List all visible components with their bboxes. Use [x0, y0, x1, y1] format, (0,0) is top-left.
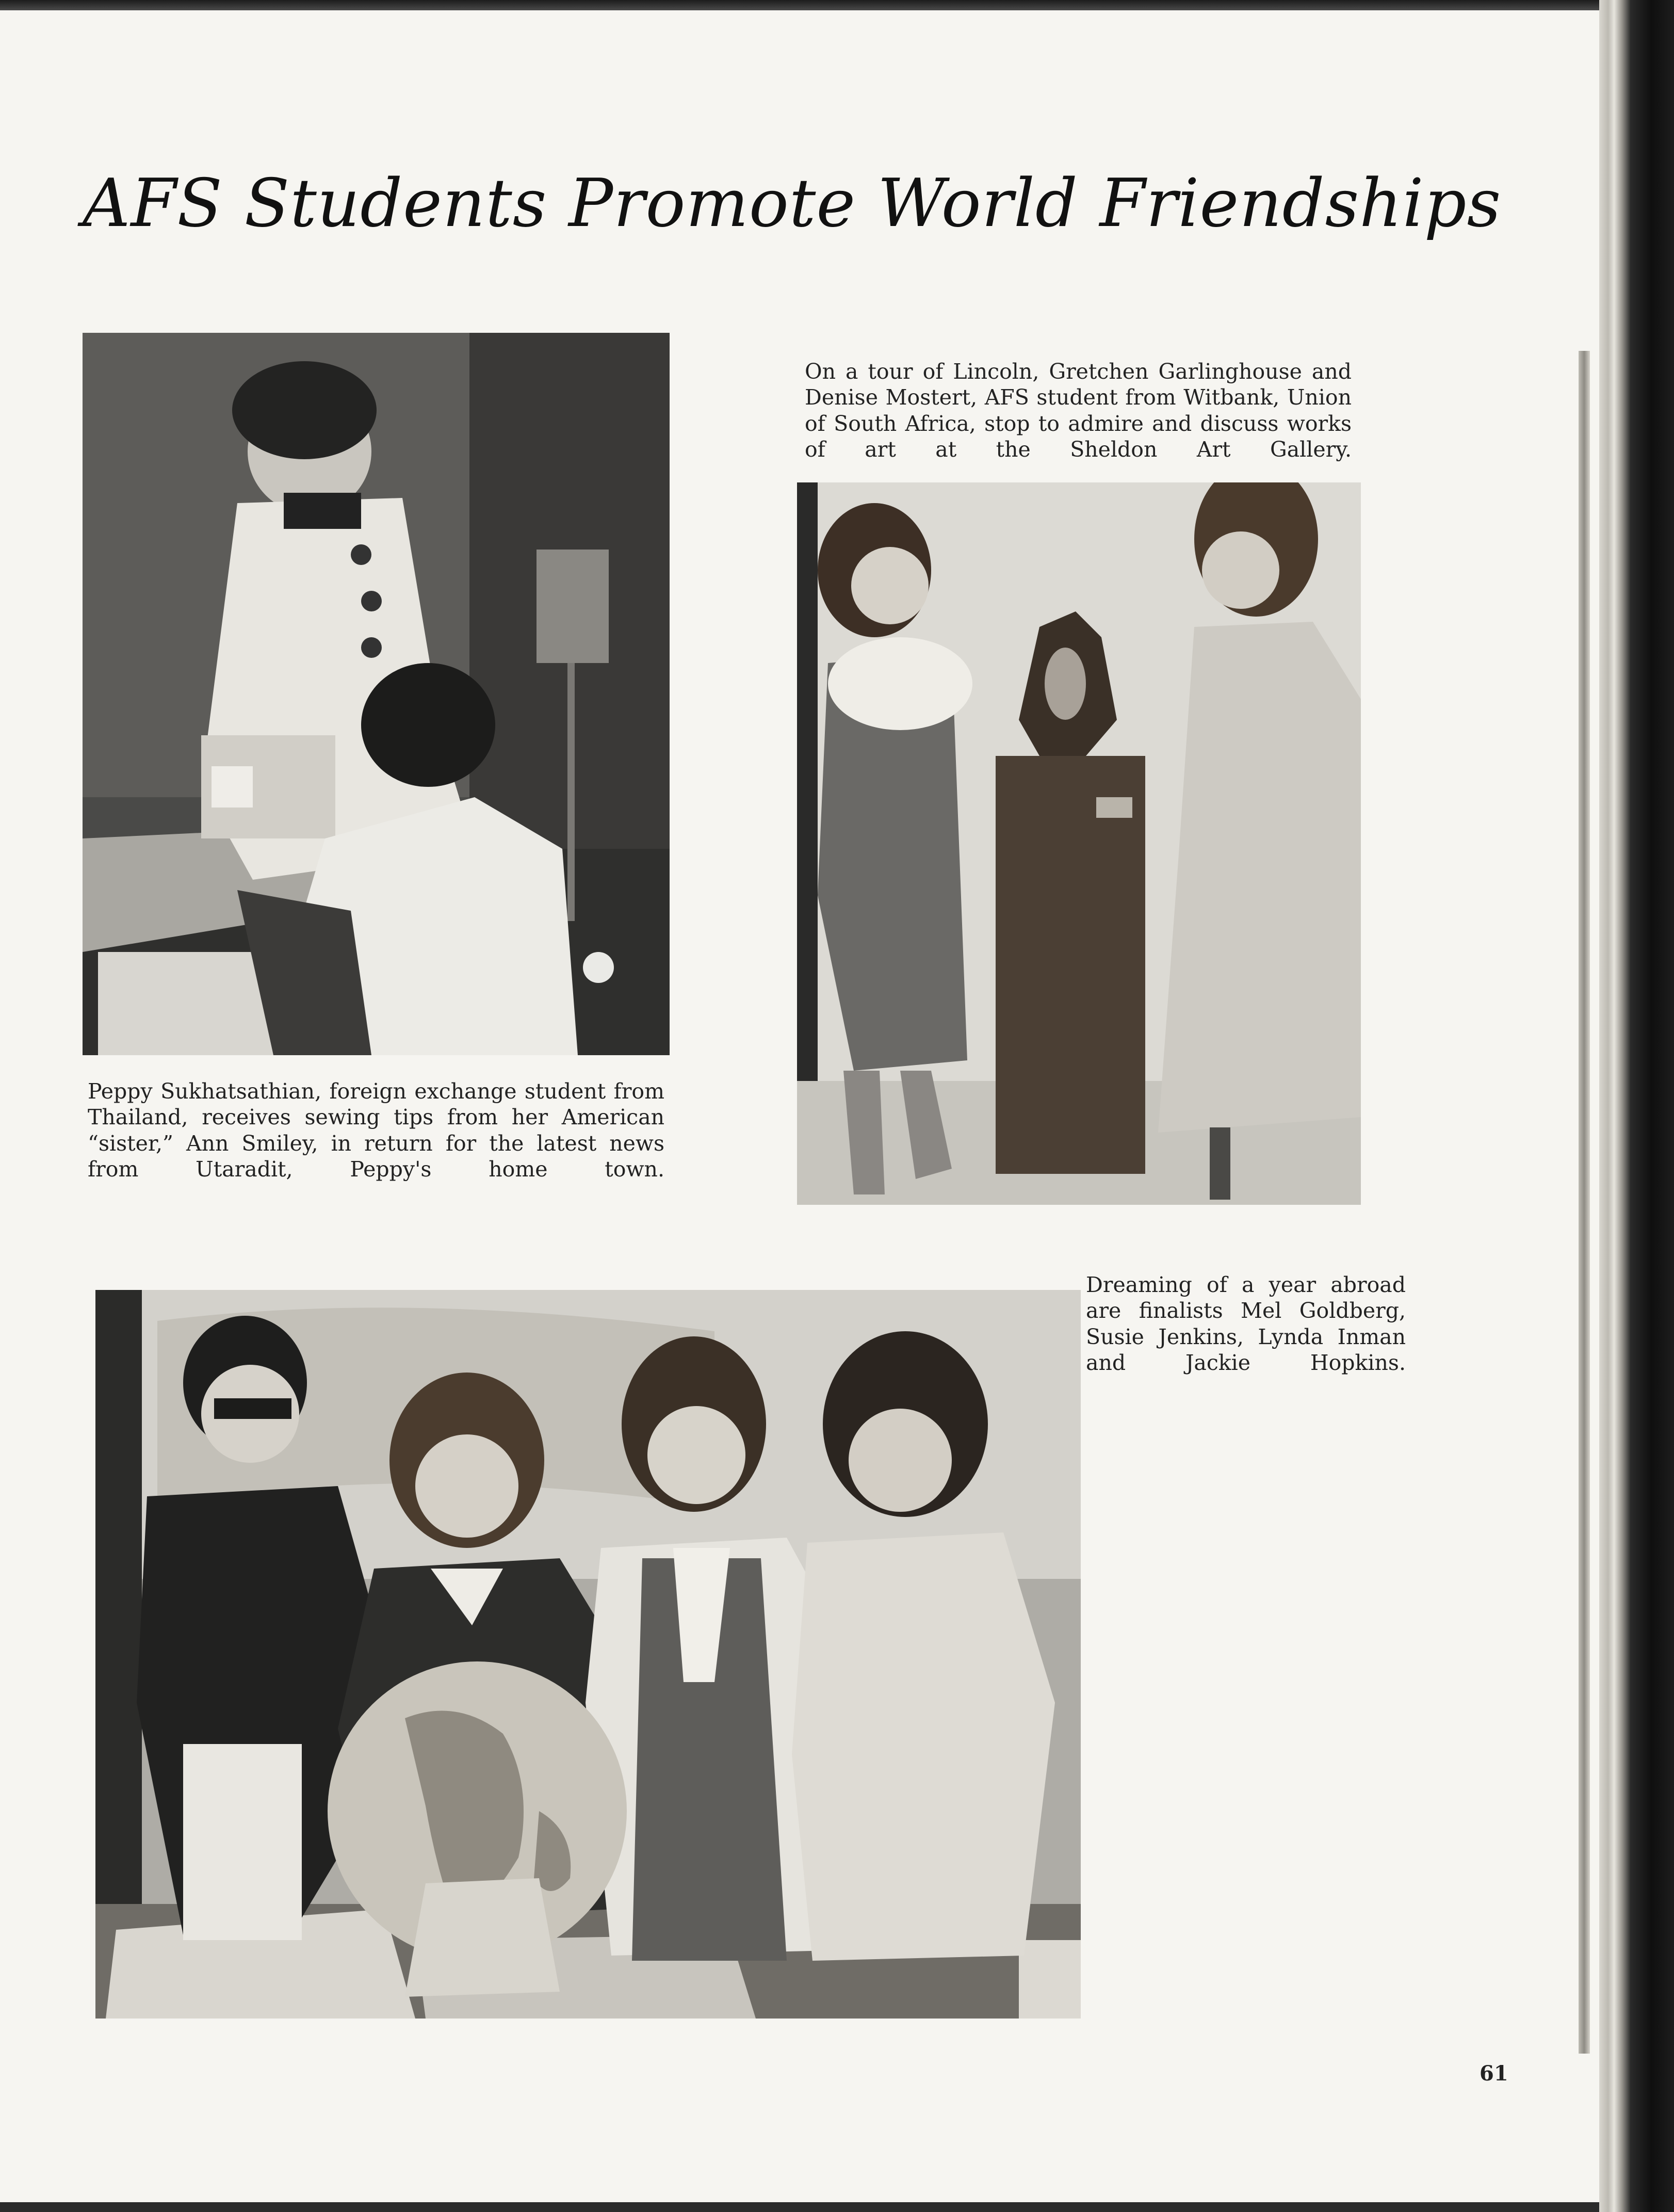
- finalists-caption: Dreaming of a year abroad are finalists Mel Goldberg, Susie Jenkins, Lynda Inman and Jackie Hopkins.: [1086, 1272, 1406, 1376]
- sewing-photo-image: [83, 333, 670, 1055]
- page-number: 61: [1480, 2061, 1508, 2086]
- globe-photo: [95, 1290, 1081, 2019]
- gallery-photo: [797, 482, 1361, 1205]
- page-binding-stripe: [1579, 351, 1590, 2054]
- page-bottom-edge: [0, 2202, 1599, 2212]
- sewing-photo: [83, 333, 670, 1055]
- page-top-edge: [0, 0, 1599, 10]
- page-title: AFS Students Promote World Friendships: [83, 165, 1502, 242]
- gallery-photo-image: [797, 482, 1361, 1205]
- sewing-caption: Peppy Sukhatsathian, foreign exchange student from Thailand, receives sewing tips from her American “sister,” Ann Smiley, in return for the latest news from Utaradit, Peppy's home town.: [88, 1079, 664, 1182]
- gallery-caption: On a tour of Lincoln, Gretchen Garlinghouse and Denise Mostert, AFS student from Witbank, Union of South Africa, stop to admire and discuss works of art at the Sheldon Art Gallery.: [805, 359, 1352, 462]
- globe-photo-image: [95, 1290, 1081, 2019]
- book-binding: [1599, 0, 1674, 2212]
